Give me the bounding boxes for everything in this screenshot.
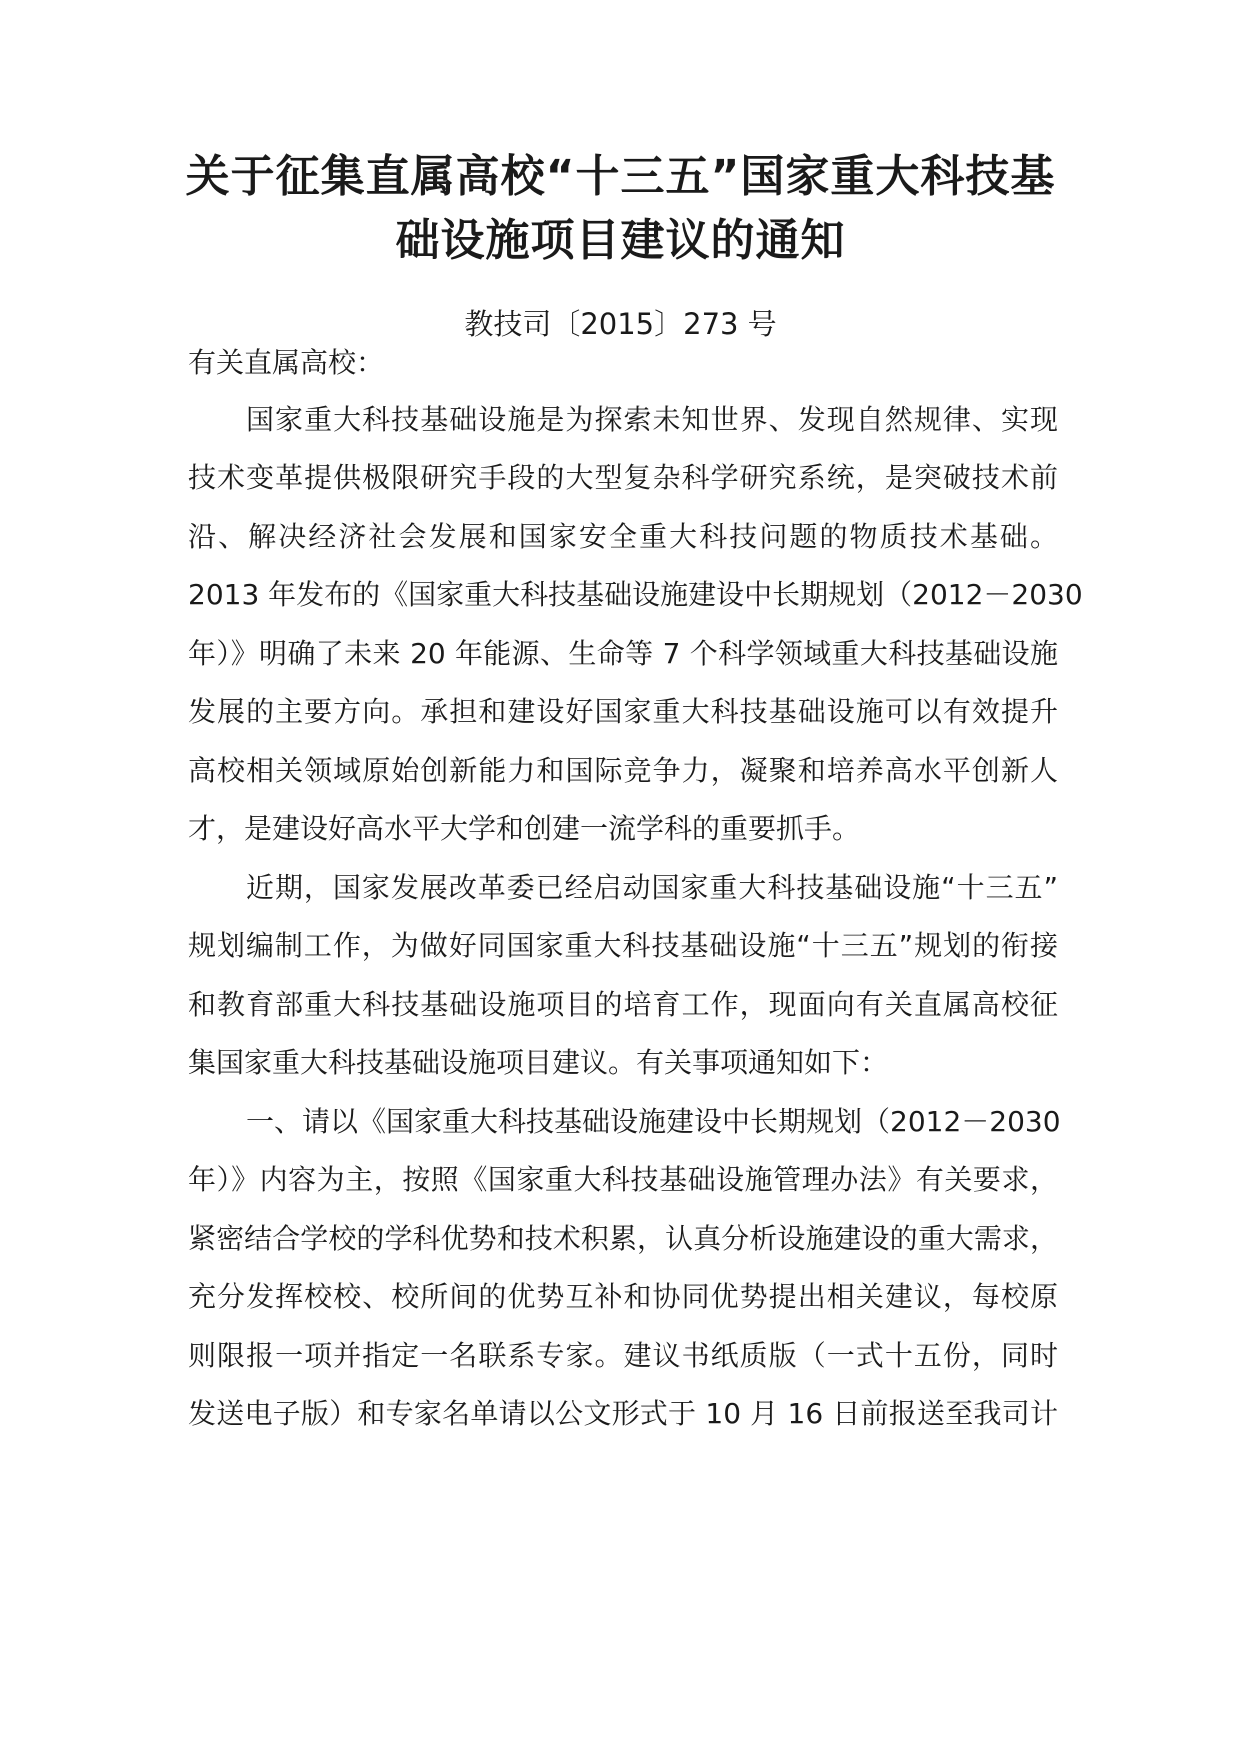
body-line: 规划编制工作，为做好同国家重大科技基础设施“十三五”规划的衔接 bbox=[188, 929, 1058, 962]
salutation: 有关直属高校： bbox=[188, 346, 385, 379]
body-line: 才，是建设好高水平大学和创建一流学科的重要抓手。 bbox=[188, 812, 861, 845]
body-line: 发展的主要方向。承担和建设好国家重大科技基础设施可以有效提升 bbox=[188, 695, 1058, 728]
body-line: 充分发挥校校、校所间的优势互补和协同优势提出相关建议，每校原 bbox=[188, 1280, 1058, 1313]
body-line: 紧密结合学校的学科优势和技术积累，认真分析设施建设的重大需求， bbox=[188, 1222, 1058, 1255]
body-line: 则限报一项并指定一名联系专家。建议书纸质版（一式十五份，同时 bbox=[188, 1339, 1058, 1372]
body-line: 沿、解决经济社会发展和国家安全重大科技问题的物质技术基础。 bbox=[188, 520, 1058, 553]
document-title-line-2: 础设施项目建议的通知 bbox=[395, 215, 846, 266]
body-line: 高校相关领域原始创新能力和国际竞争力，凝聚和培养高水平创新人 bbox=[188, 754, 1058, 787]
body-line: 和教育部重大科技基础设施项目的培育工作，现面向有关直属高校征 bbox=[188, 988, 1058, 1021]
document-number: 教技司〔2015〕273 号 bbox=[464, 307, 777, 341]
body-line: 技术变革提供极限研究手段的大型复杂科学研究系统，是突破技术前 bbox=[188, 461, 1058, 494]
document-title-line-1: 关于征集直属高校“十三五”国家重大科技基 bbox=[185, 151, 1056, 202]
body-line: 年）》明确了未来 20 年能源、生命等 7 个科学领域重大科技基础设施 bbox=[188, 637, 1058, 670]
body-line: 国家重大科技基础设施是为探索未知世界、发现自然规律、实现 bbox=[246, 403, 1058, 436]
body-line: 2013 年发布的《国家重大科技基础设施建设中长期规划（2012－2030 bbox=[188, 578, 1083, 611]
body-line: 近期，国家发展改革委已经启动国家重大科技基础设施“十三五” bbox=[246, 871, 1058, 904]
body-line: 年）》内容为主，按照《国家重大科技基础设施管理办法》有关要求， bbox=[188, 1163, 1058, 1196]
body-line: 发送电子版）和专家名单请以公文形式于 10 月 16 日前报送至我司计 bbox=[188, 1397, 1058, 1430]
body-line: 一、请以《国家重大科技基础设施建设中长期规划（2012－2030 bbox=[246, 1105, 1061, 1138]
body-line: 集国家重大科技基础设施项目建议。有关事项通知如下： bbox=[188, 1046, 889, 1079]
